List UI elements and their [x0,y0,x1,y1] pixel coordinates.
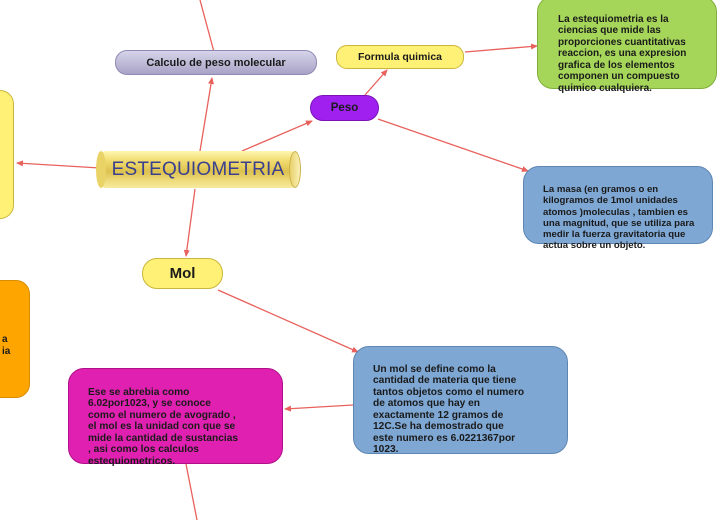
avogadro-text: Ese se abrebia como 6.02por1023, y se conoce como el numero de avogrado , el mol es la unidad con que se mide la cantidad de sustancias , asi como los calculos estequiometricos. [88,386,239,467]
connector-mol-def [218,290,358,352]
mol-definition-node[interactable] [353,346,568,454]
central-topic-label: ESTEQUIOMETRIA [111,158,285,180]
cylinder-right-cap [289,151,301,188]
masa-definition-node[interactable] [523,166,713,252]
connector-central-peso [242,121,312,151]
mol-definition-text: Un mol se define como la cantidad de materia que tiene tantos objetos como el numero de atomos que hay en exactamente 12 gramos de 12C.Se ha demostrado que este numero es 6.0221367por 1023. [373,363,525,455]
estequiometria-definition-node[interactable] [537,0,717,94]
connector-top-offscreen [200,0,214,52]
calculo-peso-molecular-node[interactable] [115,50,317,75]
avogadro-node[interactable] [68,368,283,467]
orange-fragment-text: a ia [2,334,11,357]
calculo-label: Calculo de peso molecular [146,56,286,69]
cylinder-left-cap [96,151,106,188]
peso-label: Peso [330,102,359,114]
mol-node[interactable] [142,258,223,289]
connector-central-mol [186,189,195,256]
connector-formula-estequiometria [465,46,537,52]
connector-peso-formula [365,70,387,95]
central-topic[interactable] [100,151,296,188]
formula-quimica-node[interactable] [336,45,464,69]
connector-def-abrevia [285,405,353,409]
formula-label: Formula quimica [357,51,442,63]
left-yellow-node[interactable] [0,90,14,219]
peso-node[interactable] [310,95,379,121]
mol-label: Mol [169,265,196,282]
connector-abrevia-bottom [186,464,197,520]
connector-peso-masa [378,119,528,171]
connector-central-left [17,163,100,168]
estequiometria-definition-text: La estequiometria es la ciencias que mide las proporciones cuantitativas reaccion, es una expresion grafica de los elementos componen un compuesto quimico cualquiera. [558,13,687,94]
masa-definition-text: La masa (en gramos o en kilogramos de 1mol unidades atomos )moleculas , tambien es una magnitud, que se utiliza para medir la fuerza gravitatoria que actua sobre un objeto. [543,184,695,252]
left-orange-node[interactable] [0,280,30,398]
connector-central-calculo [200,78,212,151]
